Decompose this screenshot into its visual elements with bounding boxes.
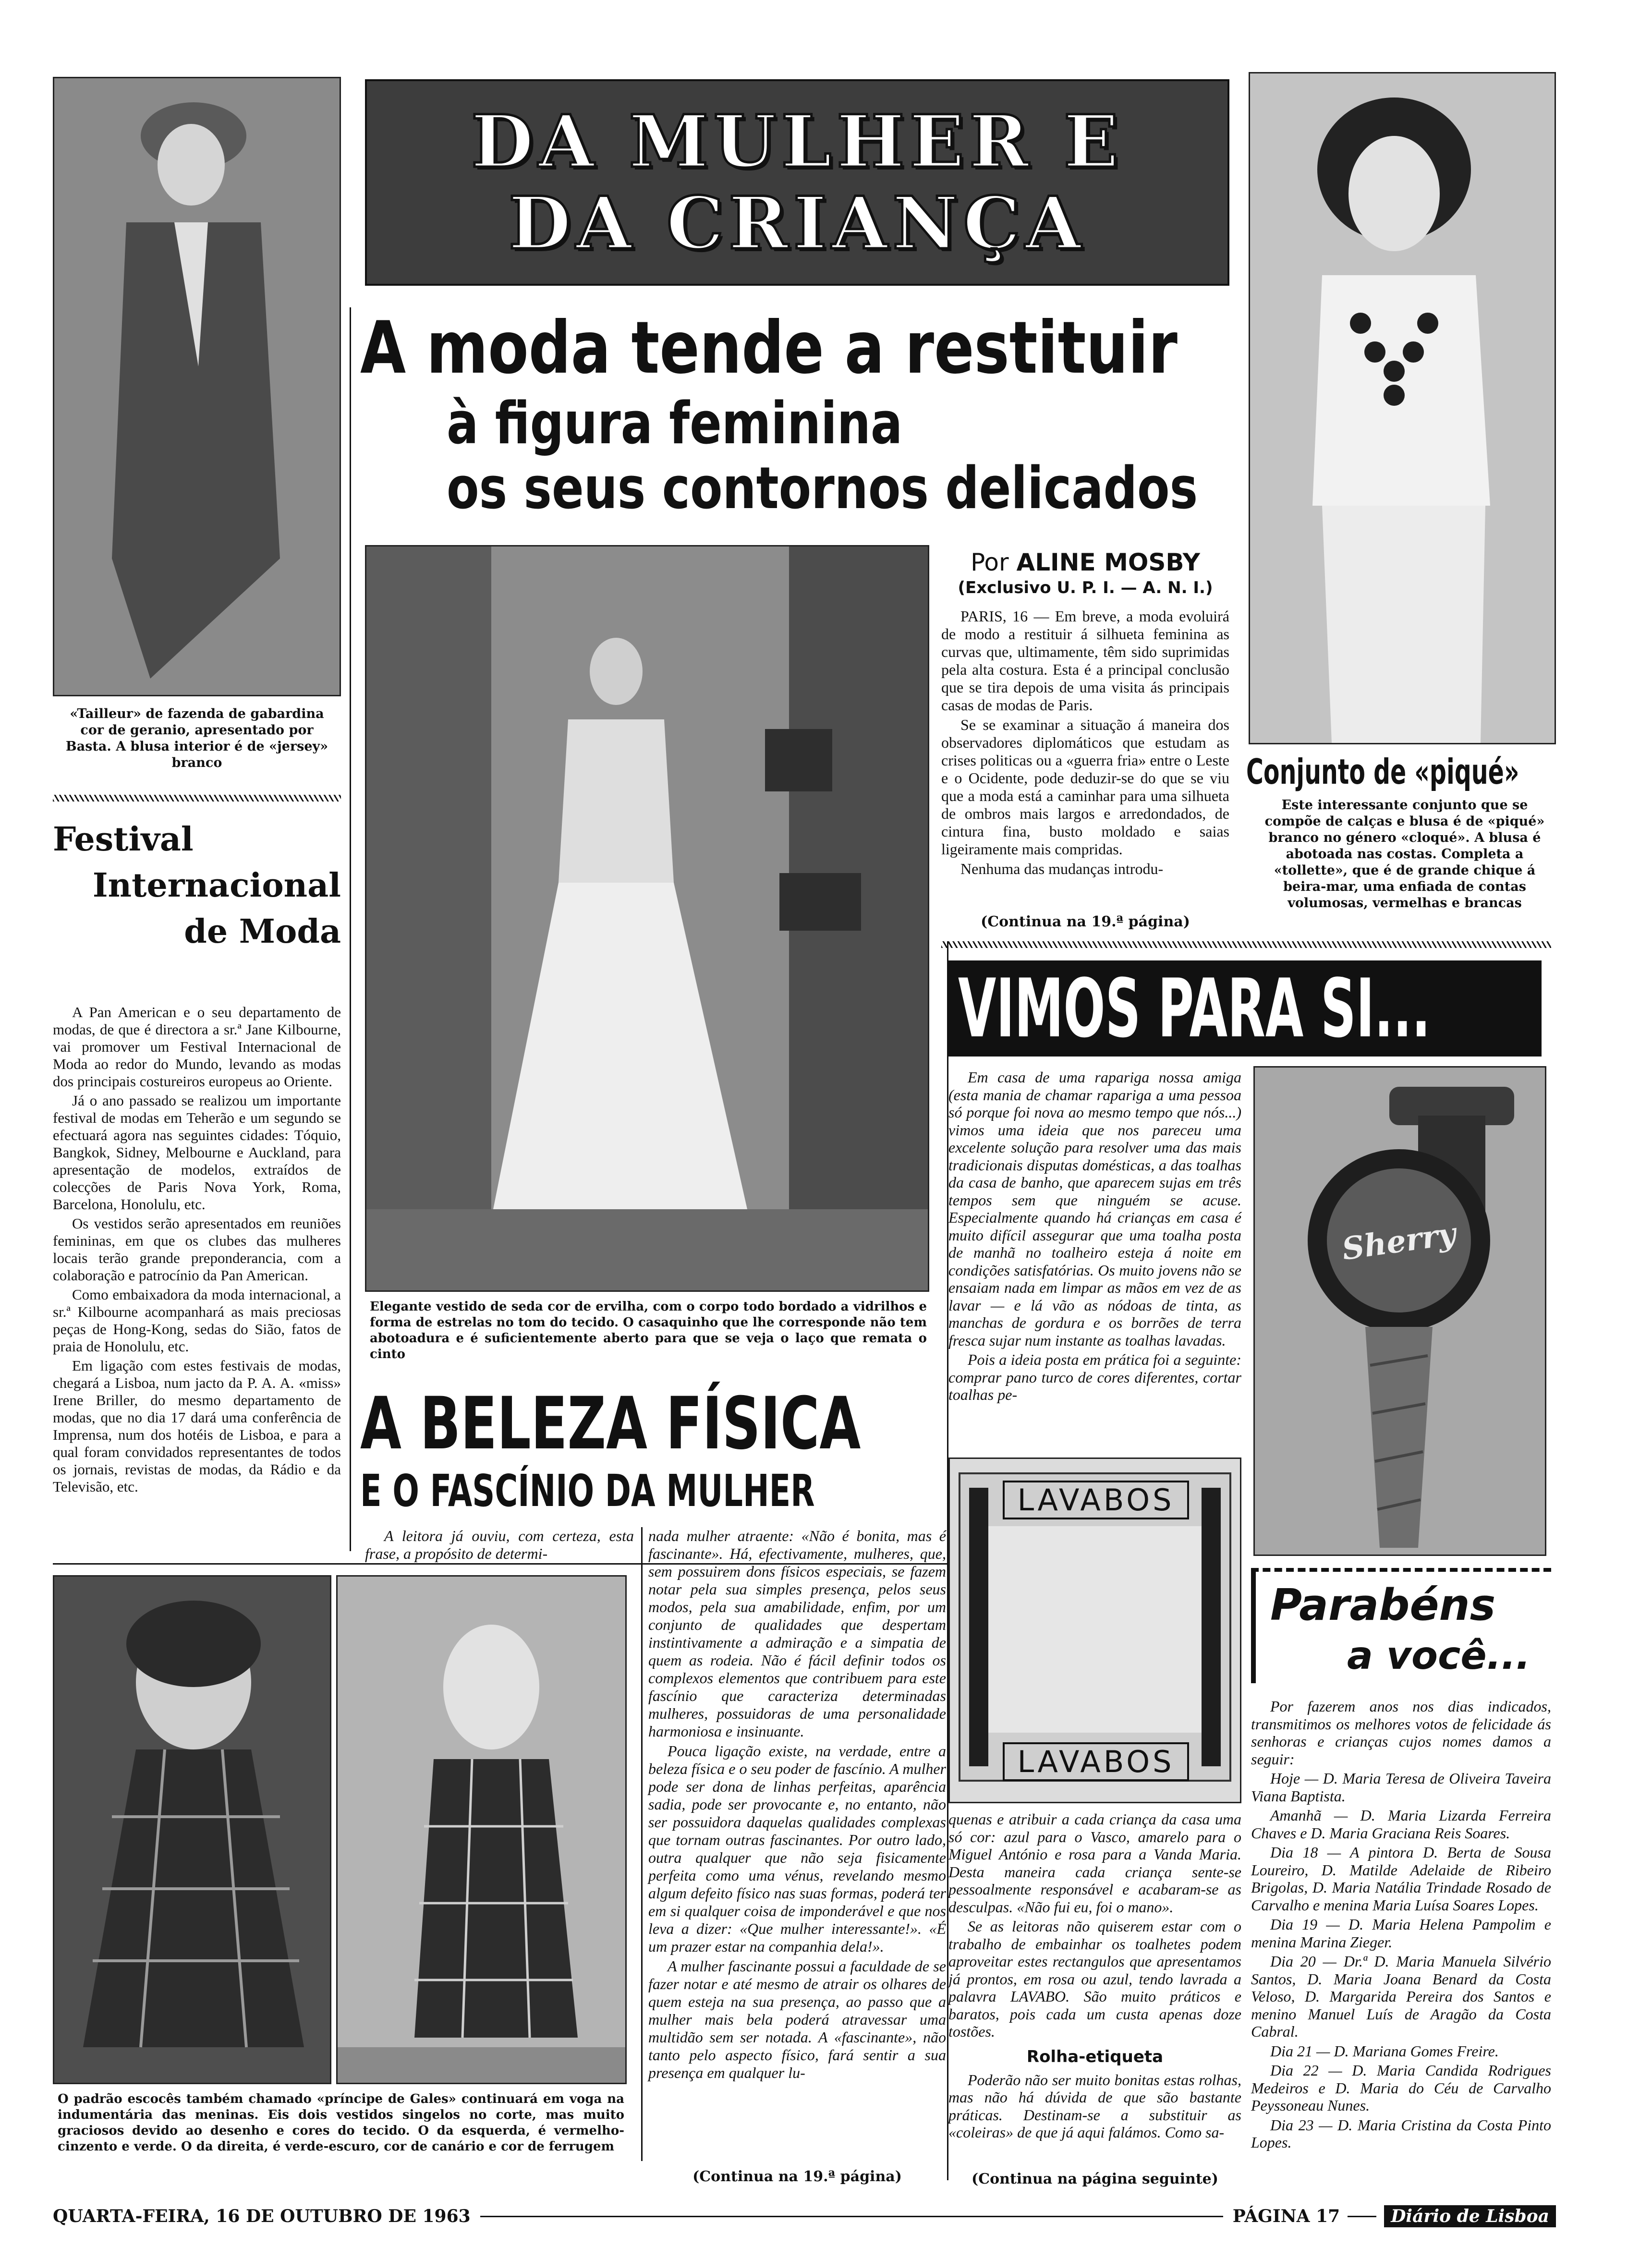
parabens-title-1: Parabéns — [1270, 1580, 1496, 1630]
main-headline — [360, 307, 1234, 533]
sherry-label: Sherry — [1339, 1215, 1458, 1268]
pique-photo — [1249, 72, 1556, 744]
girl-plaid-pinafore-image — [338, 1577, 625, 2083]
vimos-body-bottom — [948, 1810, 1241, 2143]
lavabos-towel-photo — [948, 1457, 1241, 1803]
divider-zigzag — [53, 795, 341, 802]
byline-source: (Exclusivo U. P. I. — A. N. I.) — [958, 578, 1213, 597]
byline-prefix: Por — [971, 548, 1009, 576]
vimos-title-box — [948, 960, 1542, 1057]
main-headline-line1: A moda tende a restituir — [360, 306, 1178, 390]
divider-zigzag — [941, 941, 1551, 948]
pique-title: Conjunto de «piqué» — [1246, 752, 1519, 792]
girls-photo-left — [53, 1575, 331, 2084]
beleza-headline — [360, 1383, 951, 1527]
footer-paper-logo: Diário de Lisboa — [1384, 2205, 1556, 2227]
main-headline-line3: os seus contornos delicados — [447, 455, 1198, 522]
festival-paragraph: Como embaixadora da moda internacional, a sr.ª Kilbourne acompanhará as mais preciosas peças de Hong-Kong, sedas do Sião, fatos de praia de Honolulu, etc. — [53, 1286, 341, 1355]
main-paragraph: Nenhuma das mudanças introdu- — [960, 860, 1164, 877]
festival-headline-line1: Festival — [53, 820, 194, 859]
festival-headline — [53, 816, 341, 955]
beleza-continued: (Continua na 19.ª página) — [692, 2168, 902, 2185]
girls-caption: O padrão escocês também chamado «príncipe de Gales» continuará em voga na indumentária das meninas. Eis dois vestidos singelos no corte, mas muito graciosos devido ao desenho e cores do tecido. O da esquerda, é vermelho-cinzento e verde. O da direita, é verde-escuro, cor de canário e cor de ferrugem — [58, 2092, 624, 2154]
main-headline-line2: à figura feminina — [447, 390, 903, 457]
pique-caption: Este interessante conjunto que se compõe de calças e blusa é de «piqué» branco no género «cloqué». A blusa é abotoada nas costas. Completa a «tollette», que é de grande chique á beira-mar, uma enfiada de contas volumosas, vermelhas e brancas — [1264, 798, 1545, 911]
column-rule — [350, 307, 351, 1551]
towel-label-top: LAVABOS — [1003, 1481, 1189, 1519]
parabens-paragraph: Dia 19 — D. Maria Helena Pampolim e menina Marina Zieger. — [1251, 1916, 1551, 1951]
festival-body — [53, 1004, 341, 1497]
pique-outfit-image — [1250, 73, 1555, 743]
vimos-paragraph: Pois a ideia posta em prática foi a seguinte: comprar pano turco de cores diferentes, cortar toalhas pe- — [948, 1351, 1241, 1403]
beleza-headline-line2: E O FASCÍNIO DA MULHER — [360, 1465, 815, 1517]
column-rule — [641, 1527, 643, 2161]
vimos-body-top — [948, 1069, 1241, 1406]
parabens-body — [1251, 1698, 1551, 2153]
main-paragraph: PARIS, 16 — Em breve, a moda evoluirá de modo a restituir á silhueta feminina as curvas que, ultimamente, têm sido suprimidas pela alta costura. Esta é a principal conclusão que se tira depois de uma visita ás principais casas de modas de Paris. — [941, 607, 1229, 714]
beleza-paragraph: nada mulher atraente: «Não é bonita, mas é fascinante». Há, efectivamente, mulheres, que, sem possuirem dons físicos especiais, se fazem notar pela sua simples presença, pelos seus modos, pela sua amabilidade, enfim, por um conjunto de qualidades que despertam instintivamente a admiração e a simpatia de quem as rodeia. Não é fácil definir todos os complexos elementos que contribuem para este fascínio que caracteriza determinadas mulheres, possuidoras de uma personalidade harmoniosa e insinuante. — [648, 1527, 946, 1740]
main-continued: (Continua na 19.ª página) — [981, 913, 1190, 930]
section-masthead — [365, 79, 1229, 286]
festival-paragraph: A Pan American e o seu departamento de modas, de que é directora a sr.ª Jane Kilbourne, vai promover um Festival Internacional de Moda ao redor do Mundo, levando as modas dos principais costureiros europeus ao Oriente. — [53, 1004, 341, 1090]
festival-headline-line2: Internacional — [92, 866, 341, 905]
main-paragraph: Se se examinar a situação á maneira dos observadores diplomáticos que estudam as crises politicas ou a «guerra fria» entre o Leste e o Ocidente, pode deduzir-se do que se viu que a moda está a caminhar para uma silhueta de ombros mais largos e arredondados, de cintura fina, busto moldado e saias ligeiramente mais compridas. — [941, 716, 1229, 858]
vimos-paragraph: quenas e atribuir a cada criança da casa uma só cor: azul para o Vasco, amarelo para o Miguel António e rosa para a Vanda Maria. Desta maneira cada criança sente-se pessoalmente responsável e acabaram-se as desculpas. «Não fui eu, foi o mano». — [948, 1810, 1241, 1916]
byline-name: ALINE MOSBY — [1016, 548, 1200, 576]
main-body — [941, 607, 1229, 880]
parabens-paragraph: Dia 21 — D. Mariana Gomes Freire. — [1270, 2042, 1499, 2060]
main-byline — [941, 547, 1229, 598]
beleza-intro — [365, 1527, 634, 1565]
vimos-paragraph: Se as leitoras não quiserem estar com o trabalho de embainhar os toalhetes podem aproveitar estes rectangulos que apresentamos já prontos, em rosa ou azul, tendo lavrada a palavra LAVABO. São muito práticos e baratos, pois cada um custa apenas doze tostões. — [948, 1918, 1241, 2040]
evening-gown-caption: Elegante vestido de seda cor de ervilha, com o corpo todo bordado a vidrilhos e forma de estrelas no tom do tecido. O casaquinho que lhe corresponde não tem abotoadura e é suficientemente aberto para que se veja o laço que remata o cinto — [370, 1300, 927, 1361]
masthead-line1: DA MULHER E — [471, 99, 1124, 184]
footer-rule — [480, 2216, 1223, 2217]
vimos-paragraph: Poderão não ser muito bonitas estas rolhas, mas não há dúvida de que são bastante práticas. Destinam-se a substituir as «coleiras» de que já aqui falámos. Como sa- — [948, 2071, 1241, 2141]
vimos-paragraph: Em casa de uma rapariga nossa amiga (esta mania de chamar rapariga a uma pessoa só porque foi nova ao mesmo tempo que nós...) vimos uma ideia que nos pareceu uma excelente solução para resolver uma das mais tradicionais disputas domésticas, a das toalhas da casa de banho, que aparecem sujas em três tempos sem que ninguém se acuse. Especialmente quando há crianças em casa é muito difícil assegurar que uma toalha posta de manhã no toalheiro esteja á noite em condições satisfatórias. Os muito jovens não se ensaiam nada em limpar as mãos em vez de as lavar — e lá vão as nódoas de tinta, as manchas de gordura e os borrões de terra fresca sujar num instante as toalhas lavadas. — [948, 1069, 1241, 1349]
parabens-paragraph: Dia 20 — Dr.ª D. Maria Manuela Silvério Santos, D. Maria Joana Benard da Costa Veloso, D. Margarida Pereira dos Santos e menino Manuel Luís de Aragão da Costa Cabral. — [1251, 1953, 1551, 2040]
sherry-cork-image — [1255, 1068, 1545, 1555]
parabens-paragraph: Amanhã — D. Maria Lizarda Ferreira Chaves e D. Maria Graciana Reis Soares. — [1251, 1807, 1551, 1842]
tailleur-figure-image — [54, 78, 340, 695]
rolha-subhead: Rolha-etiqueta — [1026, 2047, 1164, 2066]
beleza-headline-line1: A BELEZA FÍSICA — [360, 1382, 861, 1466]
parabens-paragraph: Hoje — D. Maria Teresa de Oliveira Taveira Viana Baptista. — [1251, 1770, 1551, 1805]
towel-label-bottom: LAVABOS — [1003, 1742, 1189, 1781]
parabens-title-2: a você... — [1347, 1633, 1531, 1678]
festival-paragraph: Os vestidos serão apresentados em reuniões femininas, em que os clubes das mulheres locais terão grande preponderancia, com a colaboração e patrocínio da Pan American. — [53, 1215, 341, 1284]
beleza-body — [648, 1527, 946, 2084]
beleza-paragraph: A leitora já ouviu, com certeza, esta frase, a propósito de determi- — [365, 1527, 634, 1562]
girl-plaid-dress-image — [54, 1577, 330, 2083]
masthead-line2: DA CRIANÇA — [508, 181, 1086, 266]
footer-rule — [1348, 2216, 1376, 2217]
footer-date: QUARTA-FEIRA, 16 DE OUTUBRO DE 1963 — [53, 2206, 471, 2226]
parabens-box — [1251, 1568, 1551, 1683]
sherry-cork-photo — [1253, 1066, 1546, 1556]
parabens-paragraph: Dia 22 — D. Maria Candida Rodrigues Medeiros e D. Maria do Céu de Carvalho Peyssoneau Nunes. — [1251, 2062, 1551, 2114]
festival-headline-line3: de Moda — [184, 912, 341, 951]
girls-photo-right — [336, 1575, 627, 2084]
parabens-paragraph: Dia 23 — D. Maria Cristina da Costa Pinto Lopes. — [1251, 2116, 1551, 2151]
parabens-paragraph: Dia 18 — A pintora D. Berta de Sousa Loureiro, D. Matilde Adelaide de Ribeiro Brigolas, D. Maria Natália Trindade Rosado de Carvalho e menina Maria Luísa Soares Lopes. — [1251, 1844, 1551, 1914]
parabens-paragraph: Por fazerem anos nos dias indicados, transmitimos os melhores votos de felicidade ás senhoras e crianças cujos nomes damos a seguir: — [1251, 1698, 1551, 1768]
beleza-paragraph: A mulher fascinante possui a faculdade de se fazer notar e até mesmo de atrair os olhares de quem esteja na sua presença, ao passo que a mulher mais bela poderá atravessar uma multidão sem ser notada. A «fascinante», não tanto pelo aspecto físico, fará sentir a sua presença em qualquer lu- — [648, 1957, 946, 2081]
festival-paragraph: Já o ano passado se realizou um importante festival de modas em Teherão e um segundo se efectuará agora nas seguintes cidades: Tóquio, Bangkok, Sidney, Melbourne e Auckland, para apresentação de modelos, extraídos de colecções de Paris Nova York, Roma, Barcelona, Honolulu, etc. — [53, 1092, 341, 1213]
evening-gown-image — [366, 547, 928, 1290]
evening-gown-photo — [365, 545, 929, 1292]
tailleur-caption: «Tailleur» de fazenda de gabardina cor de geranio, apresentado por Basta. A blusa interior é de «jersey» branco — [65, 706, 328, 770]
tailleur-photo — [53, 77, 341, 696]
footer-page: PÁGINA 17 — [1232, 2206, 1340, 2226]
beleza-paragraph: Pouca ligação existe, na verdade, entre a beleza física e o seu poder de fascínio. A mulher pode ser dona de linhas perfeitas, aparência sadia, pode ser provocante e, no entanto, não ser possuidora daquelas qualidades complexas que tornam outras fascinantes. Por outro lado, outra qualquer que não seja fisicamente perfeita como uma vénus, revelando mesmo algum defeito físico nas suas formas, poderá ter em si qualquer coisa de imponderável e que nos leva a dizer: «Que mulher interessante!». «É um prazer estar na companhia dela!». — [648, 1742, 946, 1955]
vimos-title: VIMOS PARA SI... — [958, 961, 1431, 1056]
festival-paragraph: Em ligação com estes festivais de modas, chegará a Lisboa, num jacto da P. A. A. «miss» Irene Briller, do mesmo departamento de modas, que no dia 17 dará uma conferência de Imprensa, num dos hotéis de Lisboa, e para a qual foram convidados representantes de todos os jornais, revistas de modas, da Rádio e da Televisão, etc. — [53, 1357, 341, 1495]
page-footer — [53, 2202, 1556, 2231]
vimos-continued: (Continua na página seguinte) — [972, 2171, 1218, 2187]
